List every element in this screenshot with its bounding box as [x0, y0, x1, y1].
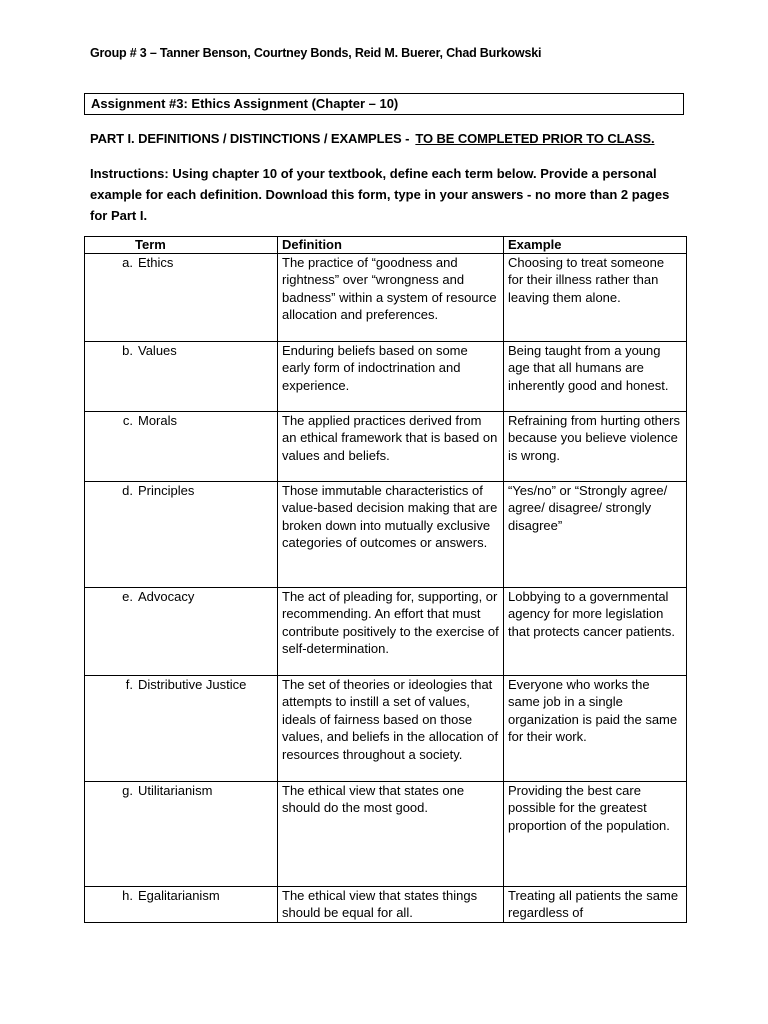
example-cell: Everyone who works the same job in a single organization is paid the same for their work. [504, 676, 687, 782]
part-one-heading [90, 131, 654, 146]
term-cell [85, 254, 278, 342]
example-cell: Treating all patients the same regardless of [504, 887, 687, 923]
example-cell: “Yes/no” or “Strongly agree/ agree/ disagree/ strongly disagree” [504, 482, 687, 588]
example-cell: Choosing to treat someone for their illness rather than leaving them alone. [504, 254, 687, 342]
definition-cell: The set of theories or ideologies that attempts to instill a set of values, ideals of fairness based on those values, and beliefs in the allocation of resources throughout a society. [278, 676, 504, 782]
table-row [85, 887, 687, 923]
term-name: Advocacy [138, 589, 195, 604]
definition-cell: The practice of “goodness and rightness” over “wrongness and badness” within a system of resource allocation and preferences. [278, 254, 504, 342]
header-example: Example [504, 237, 687, 254]
term-cell [85, 482, 278, 588]
example-cell: Refraining from hurting others because you believe violence is wrong. [504, 412, 687, 482]
term-letter: b. [122, 343, 133, 358]
instructions-paragraph: Instructions: Using chapter 10 of your textbook, define each term below. Provide a personal example for each definition. Download this form, type in your answers - no more than 2 pages for Part I. [90, 166, 670, 223]
table-row [85, 254, 687, 342]
assignment-title-box: Assignment #3: Ethics Assignment (Chapter – 10) [84, 93, 684, 115]
term-name: Utilitarianism [138, 783, 213, 798]
group-members-line: Group # 3 – Tanner Benson, Courtney Bonds, Reid M. Buerer, Chad Burkowski [90, 46, 542, 60]
term-letter: f. [125, 677, 133, 692]
definition-cell: Those immutable characteristics of value-based decision making that are broken down into mutually exclusive categories of outcomes or answers. [278, 482, 504, 588]
table-row [85, 588, 687, 676]
term-cell [85, 588, 278, 676]
part-one-heading-text: PART I. DEFINITIONS / DISTINCTIONS / EXAMPLES - [90, 131, 410, 146]
table-row [85, 342, 687, 412]
table-header-row [85, 237, 687, 254]
header-definition: Definition [278, 237, 504, 254]
definition-cell: Enduring beliefs based on some early form of indoctrination and experience. [278, 342, 504, 412]
definition-cell: The act of pleading for, supporting, or recommending. An effort that must contribute positively to the exercise of self-determination. [278, 588, 504, 676]
term-name: Values [138, 343, 177, 358]
terms-table [84, 236, 687, 923]
term-letter: g. [122, 783, 133, 798]
term-letter: e. [122, 589, 133, 604]
example-cell: Being taught from a young age that all humans are inherently good and honest. [504, 342, 687, 412]
term-cell [85, 887, 278, 923]
term-name: Ethics [138, 255, 174, 270]
definition-cell: The applied practices derived from an ethical framework that is based on values and beliefs. [278, 412, 504, 482]
term-cell [85, 342, 278, 412]
table-row [85, 482, 687, 588]
term-letter: d. [122, 483, 133, 498]
header-term: Term [85, 237, 278, 254]
term-cell [85, 676, 278, 782]
definition-cell: The ethical view that states one should do the most good. [278, 782, 504, 887]
term-name: Morals [138, 413, 178, 428]
term-name: Egalitarianism [138, 888, 220, 903]
table-row [85, 782, 687, 887]
term-letter: h. [122, 888, 133, 903]
example-cell: Lobbying to a governmental agency for more legislation that protects cancer patients. [504, 588, 687, 676]
term-name: Distributive Justice [138, 677, 247, 692]
term-cell [85, 782, 278, 887]
term-cell [85, 412, 278, 482]
part-one-heading-underlined: TO BE COMPLETED PRIOR TO CLASS. [415, 131, 655, 146]
term-letter: c. [122, 413, 133, 428]
term-name: Principles [138, 483, 195, 498]
definition-cell: The ethical view that states things should be equal for all. [278, 887, 504, 923]
term-letter: a. [122, 255, 133, 270]
example-cell: Providing the best care possible for the greatest proportion of the population. [504, 782, 687, 887]
table-row [85, 676, 687, 782]
table-row [85, 412, 687, 482]
